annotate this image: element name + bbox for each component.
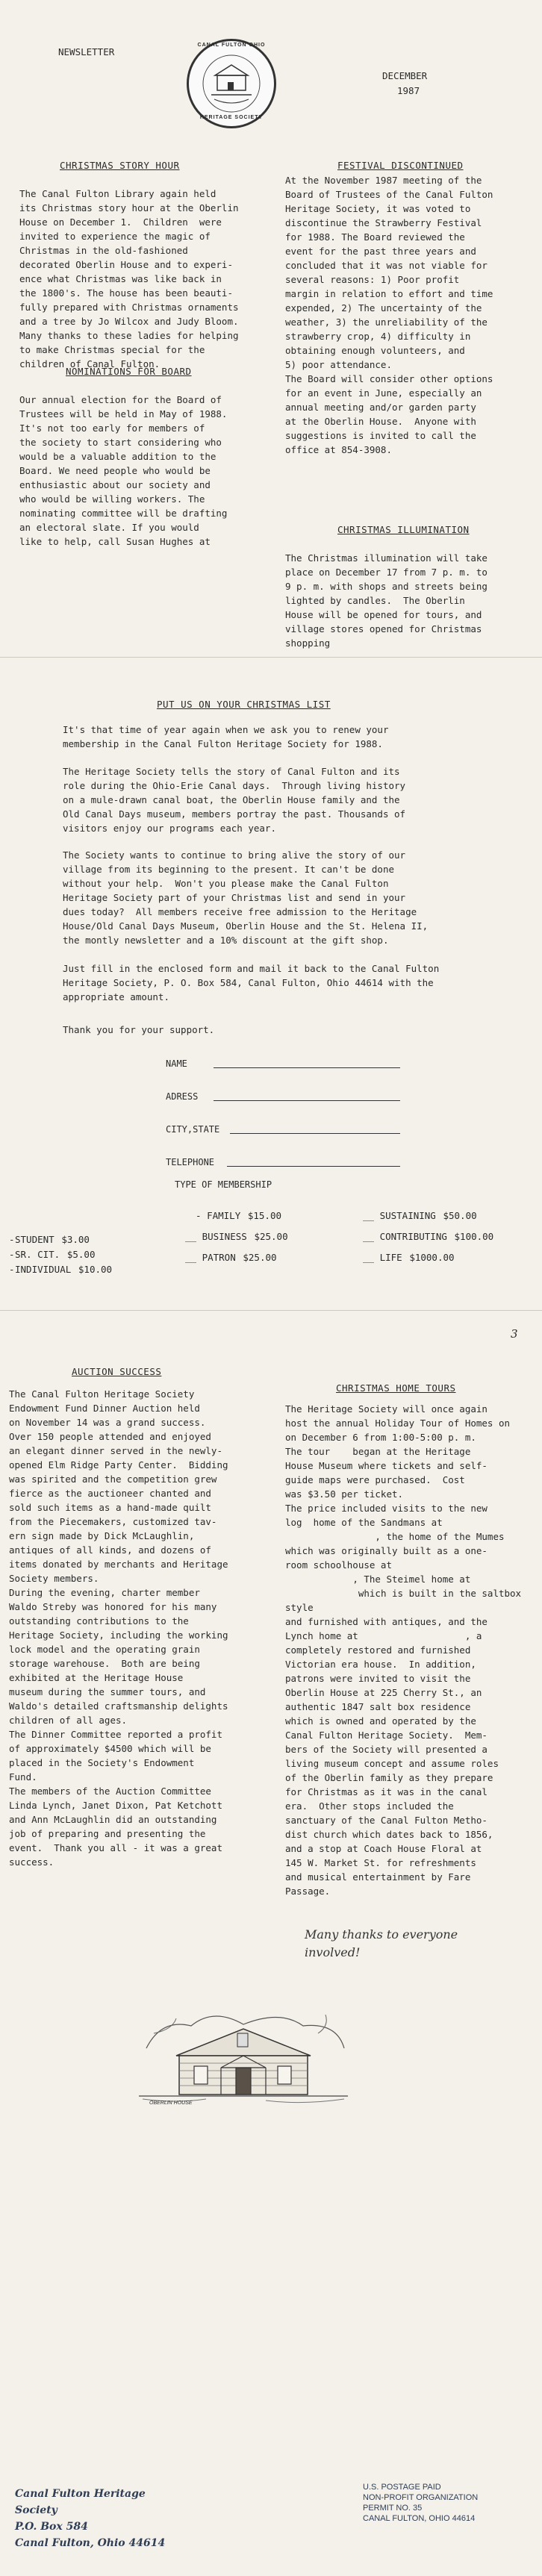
membership-patron[interactable]: __ PATRON $25.00 xyxy=(185,1252,277,1263)
membership-name: CONTRIBUTING xyxy=(379,1231,447,1242)
story-hour-heading: CHRISTMAS STORY HOUR xyxy=(60,160,180,171)
membership-name: FAMILY xyxy=(207,1210,241,1221)
seal-text-bottom: HERITAGE SOCIETY xyxy=(199,115,264,120)
membership-name: PATRON xyxy=(202,1252,236,1263)
nominations-heading: NOMINATIONS FOR BOARD xyxy=(66,366,192,377)
home-tours-body: The Heritage Society will once again host the annual Holiday Tour of Homes on on December 6 from 1:00-5:00 p. m. The tour began at the Heritage House Museum where tickets and self- guide maps were purchased. Cost was $3.50 per ticket. The price included visits to the new log home of the Sandmans at , the home of the Mumes which was originally built as a one- room schoolhouse at , The Steimel home at which is built in the saltbox style and furnished with antiques, and the Lynch home at , a completely restored and furnished Victorian era house. In addition, patrons were invited to visit the Oberlin House at 225 Cherry St., an authentic 1847 salt box residence which is owned and operated by the Canal Fulton Heritage Society. Mem- bers of the Society will presented a living museum concept and assume roles of the Oberlin family as they prepare for Christmas as it was in the canal era. Other stops included the sanctuary of the Canal Fulton Metho- dist church which dates back to 1856, and a stop at Coach House Floral at 145 W. Market St. for refreshments and musical entertainment by Fare Passage. xyxy=(285,1403,522,1897)
address-label: ADRESS xyxy=(166,1091,199,1102)
membership-price: $15.00 xyxy=(247,1210,282,1221)
auction-body: The Canal Fulton Heritage Society Endowment Fund Dinner Auction held on November 14 was a grand success. Over 150 people attended and enjoyed an elegant dinner served in the newly- opened Elm Ridge Party Center. Bidding was spirited and the competition grew fierce as the auctioneer chanted and sold such items as a hand-made quilt from the Piecemakers, customized tav- ern sign made by Dick McLaughlin, antiques of all kinds, and dozens of items donated by merchants and Heritage Society members. During the evening, charter member Waldo Streby was honored for his many outstanding contributions to the Heritage Society, including the working lock model and the operating grain storage warehouse. Both are being exhibited at the Heritage House museum during the summer tours, and Waldo's detailed craftsmanship delights children of all ages. The Dinner Committee reported a profit of approximately $4500 which will be placed in the Society's Endowment Fund. The members of the Auction Committee Linda Lynch, Janet Dixon, Pat Ketchott and Ann McLaughlin did an outstanding job of preparing and presenting the event. Thank you all - it was a great success. xyxy=(9,1388,228,1868)
membership-name: LIFE xyxy=(379,1252,402,1263)
membership-sustaining[interactable]: __ SUSTAINING $50.00 xyxy=(363,1210,477,1221)
membership-sr-cit[interactable]: -SR. CIT. $5.00 xyxy=(9,1249,96,1260)
return-address: Canal Fulton Heritage Society P.O. Box 584 Canal Fulton, Ohio 44614 xyxy=(15,2488,166,2549)
telephone-field[interactable] xyxy=(227,1166,400,1167)
page-number: 3 xyxy=(511,1327,518,1341)
christmas-list-p1: It's that time of year again when we ask you to renew your membership in the Canal Fulton Heritage Society for 1988. xyxy=(63,724,389,749)
name-label: NAME xyxy=(166,1058,187,1069)
city-state-label: CITY,STATE xyxy=(166,1124,220,1135)
festival-heading: FESTIVAL DISCONTINUED xyxy=(337,160,464,171)
date-month: DECEMBER xyxy=(382,70,428,81)
illumination-heading: CHRISTMAS ILLUMINATION xyxy=(337,524,470,535)
christmas-list-p2: The Heritage Society tells the story of Canal Fulton and its role during the Ohio-Erie Canal days. Through living history on a mule-drawn canal boat, the Oberlin House family and the Old Canal Days museum, members portray the past. Thousands of visitors enjoy our programs each year. xyxy=(63,766,406,834)
seal-emblem-icon xyxy=(189,41,274,126)
illustration-caption: OBERLIN HOUSE xyxy=(149,2101,193,2106)
membership-business[interactable]: __ BUSINESS $25.00 xyxy=(185,1231,288,1242)
membership-name: SR. CIT. xyxy=(15,1249,60,1260)
membership-price: $10.00 xyxy=(78,1264,113,1275)
handwritten-thanks: Many thanks to everyone involved! xyxy=(305,1927,458,1959)
membership-student[interactable]: -STUDENT $3.00 xyxy=(9,1232,106,1247)
membership-family[interactable]: - FAMILY $15.00 xyxy=(196,1210,282,1221)
story-hour-body: The Canal Fulton Library again held its Christmas story hour at the Oberlin House on December 1. Children were invited to experience the magic of Christmas in the old-fashioned decorated Oberlin House and to experi- ence what Christmas was like back in the 1800's. The house has been beauti- fully prepared with Christmas ornaments and a tree by Jo Wilcox and Judy Bloom. Many thanks to these ladies for helping to make Christmas special for the children of Canal Fulton. xyxy=(19,188,239,369)
membership-name: INDIVIDUAL xyxy=(15,1264,72,1275)
nominations-body: Our annual election for the Board of Trustees will be held in May of 1988. It's not too early for members of the society to start considering who would be a valuable addition to the Board. We need people who would be enthusiastic about our society and who would be willing workers. The nominating committee will be drafting an electoral slate. If you would like to help, call Susan Hughes at xyxy=(19,394,228,547)
membership-price: $5.00 xyxy=(66,1249,96,1260)
membership-life[interactable]: __ LIFE $1000.00 xyxy=(363,1252,455,1263)
membership-price: $100.00 xyxy=(454,1231,494,1242)
christmas-list-p4: Just fill in the enclosed form and mail it back to the Canal Fulton Heritage Society, P. O. Box 584, Canal Fulton, Ohio 44614 with the appropriate amount. xyxy=(63,963,440,1002)
membership-name: STUDENT xyxy=(15,1234,54,1245)
illumination-body: The Christmas illumination will take place on December 17 from 7 p. m. to 9 p. m. with shops and streets being lighted by candles. The Oberlin House will be opened for tours, and village stores opened for Christmas shopping xyxy=(285,552,488,649)
postage-indicia: U.S. POSTAGE PAID NON-PROFIT ORGANIZATION PERMIT NO. 35 CANAL FULTON, OHIO 44614 xyxy=(363,2483,479,2523)
membership-price: $25.00 xyxy=(254,1231,288,1242)
page-divider xyxy=(0,657,542,658)
membership-contributing[interactable]: __ CONTRIBUTING $100.00 xyxy=(363,1231,494,1242)
membership-price: $50.00 xyxy=(443,1210,477,1221)
name-field[interactable] xyxy=(214,1067,400,1068)
society-seal xyxy=(187,39,276,128)
oberlin-house-illustration xyxy=(131,2003,355,2108)
christmas-list-thanks: Thank you for your support. xyxy=(63,1024,215,1035)
address-field[interactable] xyxy=(214,1100,400,1101)
auction-heading: AUCTION SUCCESS xyxy=(72,1366,162,1377)
page-divider xyxy=(0,1310,542,1311)
date-year: 1987 xyxy=(397,85,420,96)
membership-name: SUSTAINING xyxy=(379,1210,436,1221)
membership-title: TYPE OF MEMBERSHIP xyxy=(175,1179,272,1190)
festival-body: At the November 1987 meeting of the Board of Trustees of the Canal Fulton Heritage Society, it was voted to discontinue the Strawberry Festival for 1988. The Board reviewed the event for the past three years and concluded that it was not viable for several reasons: 1) Poor profit margin in relation to effort and time expended, 2) The uncertainty of the weather, 3) the unreliability of the strawberry crop, 4) difficulty in obtaining enough volunteers, and 5) poor attendance. The Board will consider other options for an event in June, especially an annual meeting and/or garden party at the Oberlin House. Anyone with suggestions is invited to call the office at 854-3908. xyxy=(285,175,493,455)
city-state-field[interactable] xyxy=(230,1133,400,1134)
telephone-label: TELEPHONE xyxy=(166,1157,215,1167)
membership-price: $3.00 xyxy=(61,1234,90,1245)
home-tours-heading: CHRISTMAS HOME TOURS xyxy=(336,1382,456,1394)
christmas-list-p3: The Society wants to continue to bring alive the story of our village from its beginning to the present. It can't be done without your help. Won't you please make the Canal Fulton Heritage Society part of your Christmas list and send in your dues today? All members receive free admission to the Heritage House/Old Canal Days Museum, Oberlin House and the St. Helena II, the montly newsletter and a 10% discount at the gift shop. xyxy=(63,849,429,946)
christmas-list-heading: PUT US ON YOUR CHRISTMAS LIST xyxy=(157,699,331,710)
membership-individual[interactable]: -INDIVIDUAL $10.00 xyxy=(9,1264,113,1275)
house-drawing-icon xyxy=(131,2003,355,2108)
membership-price: $25.00 xyxy=(243,1252,277,1263)
membership-price: $1000.00 xyxy=(409,1252,455,1263)
seal-text-top: CANAL FULTON OHIO xyxy=(197,43,266,48)
newsletter-label: NEWSLETTER xyxy=(58,46,115,57)
membership-name: BUSINESS xyxy=(202,1231,247,1242)
